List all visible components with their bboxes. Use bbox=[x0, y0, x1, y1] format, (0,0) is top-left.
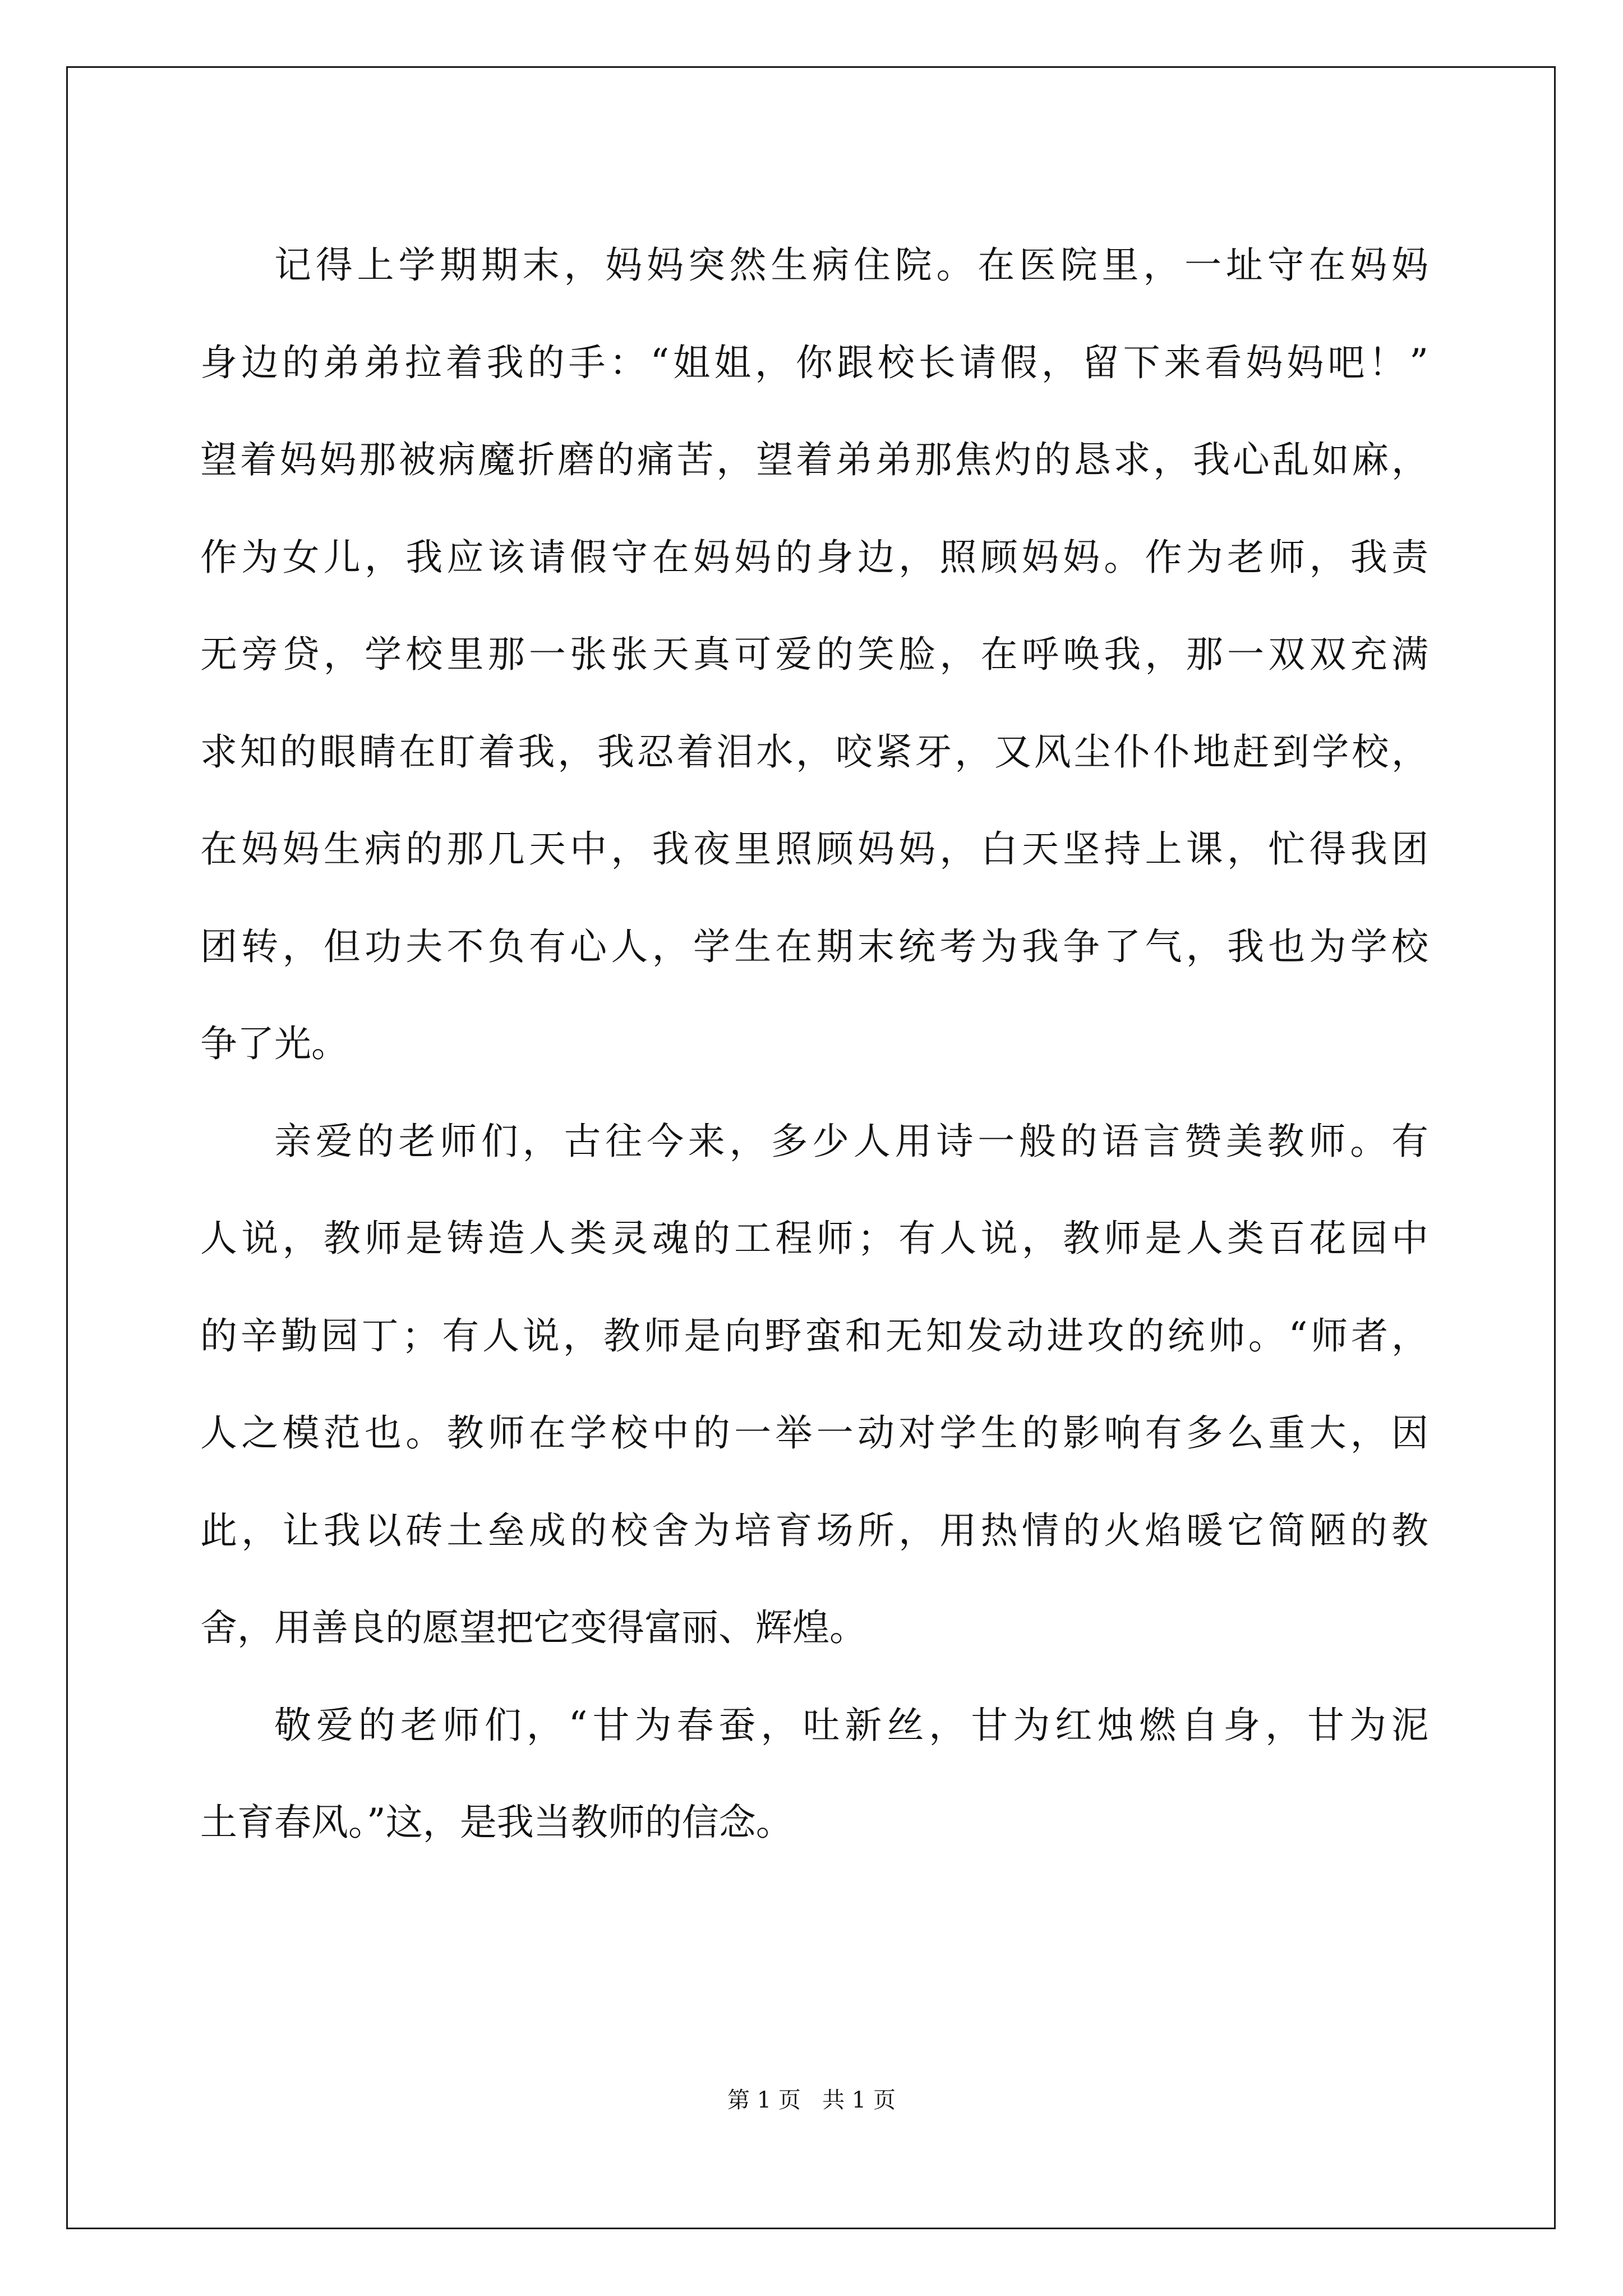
paragraph-3-line-2: 土育春风。”这，是我当教师的信念。 bbox=[200, 1801, 793, 1844]
paragraph-2-line-6: 舍，用善良的愿望把它变得富丽、辉煌。 bbox=[200, 1606, 866, 1649]
paragraph-1-line-8: 团转，但功夫不负有心人，学生在期末统考为我争了气，我也为学校 bbox=[200, 924, 1428, 968]
paragraph-2-line-5: 此，让我以砖土垒成的校舍为培育场所，用热情的火焰暖它简陋的教 bbox=[200, 1508, 1428, 1552]
document-body bbox=[200, 217, 1428, 1871]
paragraph-1-line-3: 望着妈妈那被病魔折磨的痛苦，望着弟弟那焦灼的恳求，我心乱如麻， bbox=[200, 438, 1428, 481]
paragraph-1-line-2: 身边的弟弟拉着我的手：“姐姐，你跟校长请假，留下来看妈妈吧！” bbox=[200, 341, 1428, 384]
paragraph-3-line-1: 敬爱的老师们，“甘为春蚕，吐新丝，甘为红烛燃自身，甘为泥 bbox=[274, 1703, 1428, 1747]
paragraph-1-line-7: 在妈妈生病的那几天中，我夜里照顾妈妈，白天坚持上课，忙得我团 bbox=[200, 827, 1428, 871]
paragraph-2-line-3: 的辛勤园丁；有人说，教师是向野蛮和无知发动进攻的统帅。“师者， bbox=[200, 1314, 1428, 1358]
paragraph-2-line-4: 人之模范也。教师在学校中的一举一动对学生的影响有多么重大，因 bbox=[200, 1411, 1428, 1455]
paragraph-2-line-2: 人说，教师是铸造人类灵魂的工程师；有人说，教师是人类百花园中 bbox=[200, 1217, 1428, 1260]
paragraph-1-line-5: 无旁贷，学校里那一张张天真可爱的笑脸，在呼唤我，那一双双充满 bbox=[200, 633, 1428, 676]
page-number-footer: 第 1 页 共 1 页 bbox=[727, 2087, 896, 2113]
paragraph-2-line-1: 亲爱的老师们，古往今来，多少人用诗一般的语言赞美教师。有 bbox=[274, 1119, 1428, 1163]
paragraph-1-line-4: 作为女儿，我应该请假守在妈妈的身边，照顾妈妈。作为老师，我责 bbox=[200, 535, 1428, 579]
paragraph-1-line-1: 记得上学期期末，妈妈突然生病住院。在医院里，一址守在妈妈 bbox=[274, 243, 1428, 287]
paragraph-1-line-9: 争了光。 bbox=[200, 1022, 348, 1065]
paragraph-1-line-6: 求知的眼睛在盯着我，我忍着泪水，咬紧牙，又风尘仆仆地赶到学校， bbox=[200, 730, 1428, 774]
